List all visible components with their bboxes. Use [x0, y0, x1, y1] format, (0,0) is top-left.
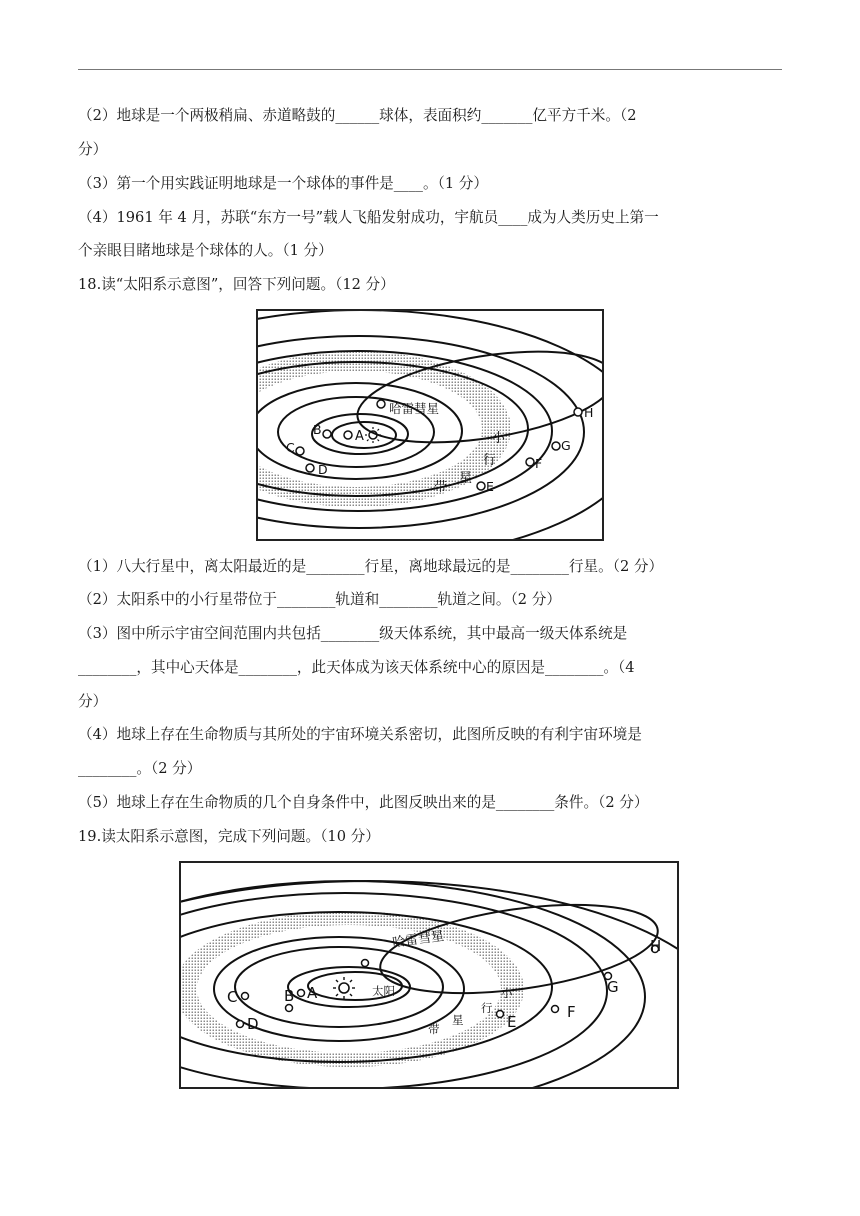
q18-4-line2: ________。（2 分） [78, 760, 202, 777]
belt-char-2: 行 [483, 453, 497, 468]
belt-char-4: 带 [428, 1022, 440, 1036]
solar-system-figure-2 [179, 861, 679, 1089]
solar-system-figure-1 [256, 309, 604, 541]
planet-e-label: E [486, 479, 494, 494]
planet-d-label: D [247, 1015, 259, 1033]
sun-label: 太阳 [372, 984, 395, 998]
planet-c-label: C [227, 988, 238, 1006]
q17-4-line1: （4）1961 年 4 月，苏联“东方一号”载人飞船发射成功，宇航员____成为人类历史上第一 [78, 209, 659, 226]
q18-2: （2）太阳系中的小行星带位于________轨道和________轨道之间。（2 分） [78, 591, 561, 608]
belt-char-4: 带 [434, 480, 448, 495]
planet-c-label: C [286, 440, 295, 455]
q17-2-line1: （2）地球是一个两极稍扁、赤道略鼓的______球体，表面积约_______亿平方千米。（2 [78, 107, 637, 124]
q19-title: 19.读太阳系示意图，完成下列问题。（10 分） [78, 828, 380, 845]
q17-2-line2: 分） [78, 141, 108, 158]
planet-f-label: F [567, 1003, 576, 1021]
planet-a-label: A [307, 984, 318, 1002]
belt-char-3: 星 [452, 1013, 464, 1027]
belt-char-2: 行 [481, 1001, 493, 1015]
q18-3-line1: （3）图中所示宇宙空间范围内共包括________级天体系统，其中最高一级天体系统是 [78, 625, 628, 642]
planet-h-label: H [584, 405, 594, 420]
planet-h-label: H [650, 937, 662, 955]
belt-char-1: 小 [492, 431, 506, 446]
planet-g-label: G [561, 438, 571, 453]
belt-char-1: 小 [501, 986, 513, 1000]
planet-b-label: B [284, 987, 295, 1005]
belt-char-3: 星 [459, 471, 473, 486]
header-rule [78, 69, 782, 70]
q18-3-line3: 分） [78, 693, 108, 710]
q18-1: （1）八大行星中，离太阳最近的是________行星，离地球最远的是________行星。（2 分） [78, 558, 664, 575]
planet-d-label: D [318, 462, 328, 477]
planet-f-label: F [535, 456, 543, 471]
q17-3: （3）第一个用实践证明地球是一个球体的事件是____。（1 分） [78, 175, 488, 192]
planet-b-label: B [313, 422, 322, 437]
planet-e-label: E [507, 1013, 517, 1031]
q18-title: 18.读“太阳系示意图”，回答下列问题。（12 分） [78, 276, 395, 293]
comet-label: 哈雷彗星 [391, 928, 446, 951]
q18-4-line1: （4）地球上存在生命物质与其所处的宇宙环境关系密切，此图所反映的有利宇宙环境是 [78, 726, 642, 743]
q17-4-line2: 个亲眼目睹地球是个球体的人。（1 分） [78, 242, 333, 259]
planet-a-label: A [355, 429, 364, 444]
comet-label: 哈雷彗星 [389, 401, 440, 416]
q18-3-line2: ________，其中心天体是________，此天体成为该天体系统中心的原因是________。（4 [78, 659, 635, 676]
q18-5: （5）地球上存在生命物质的几个自身条件中，此图反映出来的是________条件。（2 分） [78, 794, 649, 811]
planet-g-label: G [607, 978, 619, 996]
